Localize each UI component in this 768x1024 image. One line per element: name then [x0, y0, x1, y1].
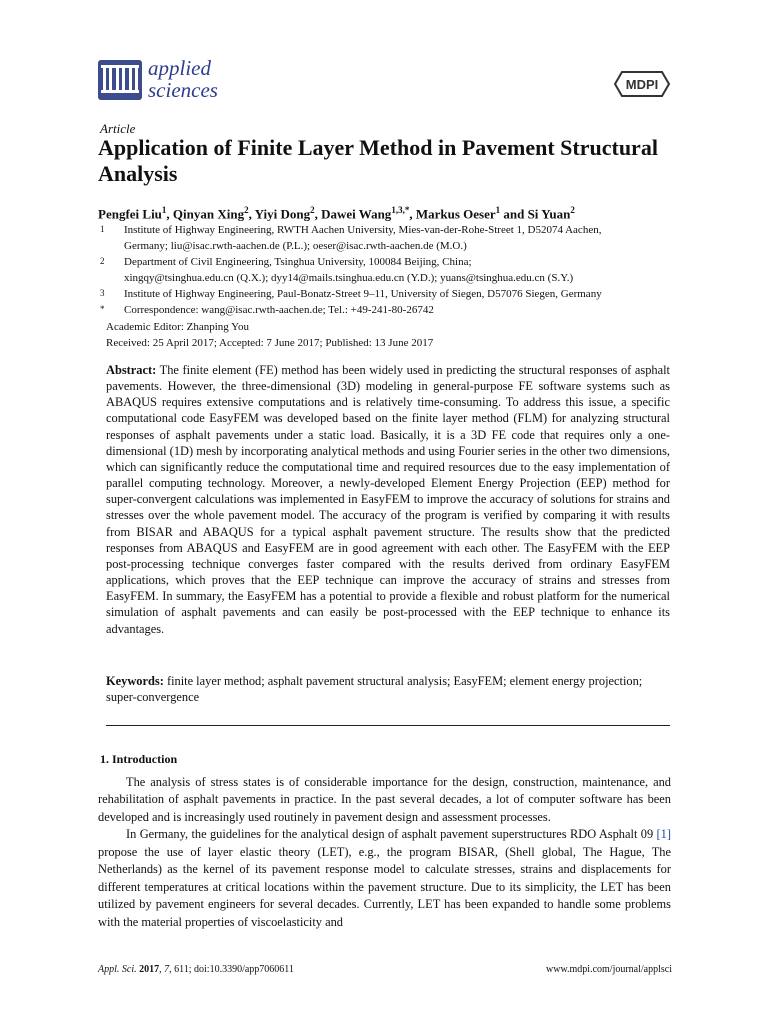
author-name: Qinyan Xing	[172, 206, 245, 222]
affiliation-line: Institute of Highway Engineering, RWTH Aachen University, Mies-van-der-Rohe-Street 1, D52074 Aachen,	[124, 224, 602, 236]
journal-name-line1: applied	[148, 56, 211, 80]
academic-editor: Academic Editor: Zhanping You	[106, 321, 249, 333]
footer-journal-abbr: Appl. Sci.	[98, 964, 137, 975]
keywords-text: finite layer method; asphalt pavement structural analysis; EasyFEM; element energy projection; super-convergence	[106, 674, 643, 704]
author-name: Markus Oeser	[415, 206, 496, 222]
affiliation-item	[100, 222, 680, 254]
author-separator: ,	[314, 206, 322, 222]
keywords-label: Keywords:	[106, 674, 164, 688]
affiliation-line: Department of Civil Engineering, Tsinghua University, 100084 Beijing, China;	[124, 256, 472, 268]
publication-dates: Received: 25 April 2017; Accepted: 7 June 2017; Published: 13 June 2017	[106, 337, 434, 349]
article-type: Article	[100, 121, 136, 136]
affiliation-mark: 1	[100, 224, 105, 234]
affiliation-item	[100, 254, 680, 286]
paper-title: Application of Finite Layer Method in Pavement Structural Analysis	[98, 135, 658, 186]
affiliation-line: xingqy@tsinghua.edu.cn (Q.X.); dyy14@mails.tsinghua.edu.cn (Y.D.); yuans@tsinghua.edu.cn (S.Y.)	[124, 272, 574, 284]
footer-doi: , 611; doi:10.3390/app7060611	[169, 964, 294, 975]
section-heading: 1. Introduction	[100, 752, 178, 766]
affiliation-mark: 3	[100, 288, 105, 298]
affiliation-line: Germany; liu@isac.rwth-aachen.de (P.L.); oeser@isac.rwth-aachen.de (M.O.)	[124, 240, 467, 252]
reference-link[interactable]: [1]	[656, 827, 671, 842]
affiliations	[100, 222, 680, 318]
abstract-label: Abstract:	[106, 363, 157, 377]
author-name: Dawei Wang	[321, 206, 392, 222]
author-affil-mark: 1	[495, 205, 501, 215]
footer-url[interactable]: www.mdpi.com/journal/applsci	[546, 964, 672, 975]
journal-name-line2: sciences	[148, 78, 218, 102]
section-divider	[106, 725, 670, 726]
affiliation-line: Institute of Highway Engineering, Paul-Bonatz-Street 9–11, University of Siegen, D57076 Siegen, Germany	[124, 288, 602, 300]
affiliation-item	[100, 286, 680, 302]
author-affil-mark: 1,3,*	[391, 205, 410, 215]
affiliation-item	[100, 302, 680, 318]
author-affil-mark: 2	[310, 205, 315, 215]
author-list	[98, 201, 678, 223]
journal-name	[148, 57, 218, 101]
keywords	[106, 673, 670, 705]
affiliation-mark: 2	[100, 256, 105, 266]
author-name: Pengfei Liu	[98, 206, 162, 222]
footer-volume: 7	[164, 964, 170, 975]
author-name: Si Yuan	[527, 206, 571, 222]
author-separator: ,	[409, 206, 416, 222]
abstract	[106, 362, 670, 637]
footer-year: 2017	[139, 964, 160, 975]
article-meta	[106, 319, 433, 351]
footer-citation: Appl. Sci. 2017, 7, 611; doi:10.3390/app7060611	[98, 964, 294, 975]
author-affil-mark: 2	[244, 205, 249, 215]
intro-paragraph-2: In Germany, the guidelines for the analytical design of asphalt pavement superstructures RDO Asphalt 09 [1] propose the use of layer elastic theory (LET), e.g., the program BISAR, (Shell global, The Hague, The Netherlands) as the kernel of its pavement response model to calculate stresses, strains and displacements for different temperatures at critical locations within the pavement structure. Due to its simplicity, the LET has been utilized by pavement engineers for several decades. Currently, LET has been expanded to handle some problems with the material properties of viscoelasticity and	[98, 827, 671, 929]
author-affil-mark: 2	[570, 205, 575, 215]
introduction-body	[98, 774, 671, 931]
affiliation-mark: *	[100, 304, 105, 314]
mdpi-logo-icon	[612, 68, 672, 100]
publisher-name: MDPI	[625, 77, 659, 92]
intro-paragraph-1: The analysis of stress states is of considerable importance for the design, construction, maintenance, and rehabilitation of asphalt pavements in practice. In the past several decades, a lot of computer software has been developed and is increasingly used routinely in pavement design and assessment processes.	[98, 775, 671, 824]
author-separator: and	[500, 206, 528, 222]
author-affil-mark: 1	[161, 205, 167, 215]
author-name: Yiyi Dong	[254, 206, 311, 222]
abstract-text: The finite element (FE) method has been widely used in predicting the structural responses of asphalt pavements. However, the three-dimensional (3D) modeling in general-purpose FE software systems such as ABAQUS requires extensive computations and is relatively time-consuming. To address this issue, a specific computational code EasyFEM was developed based on the finite layer method (FLM) for analyzing structural responses of asphalt pavements under a static load. Basically, it is a 3D FE code that requires only a one-dimensional (1D) mesh by incorporating analytical methods and using Fourier series in the other two dimensions, which can significantly reduce the computational time and required resources due to the easy implementation of parallel computing technology. Moreover, a newly-developed Element Energy Projection (EEP) method for super-convergent calculations was implemented in EasyFEM to improve the accuracy of solutions for strains and stresses over the whole pavement model. The accuracy of the program is verified by comparing it with results from BISAR and ABAQUS for a typical asphalt pavement structure. The results show that the predicted responses from ABAQUS and EasyFEM are in good agreement with each other. The EasyFEM with the EEP post-processing technique converges faster compared with the results derived from ordinary EasyFEM applications, which proves that the EEP technique can improve the accuracy of strains and stresses from EasyFEM. In summary, the EasyFEM has a potential to provide a flexible and robust platform for the numerical simulation of asphalt pavements and can easily be post-processed with the EEP technique to enhance its advantages.	[106, 363, 670, 636]
affiliation-line: Correspondence: wang@isac.rwth-aachen.de; Tel.: +49-241-80-26742	[124, 304, 434, 316]
author-separator: ,	[248, 206, 255, 222]
applied-sciences-logo-icon	[98, 60, 142, 100]
author-separator: ,	[166, 206, 173, 222]
